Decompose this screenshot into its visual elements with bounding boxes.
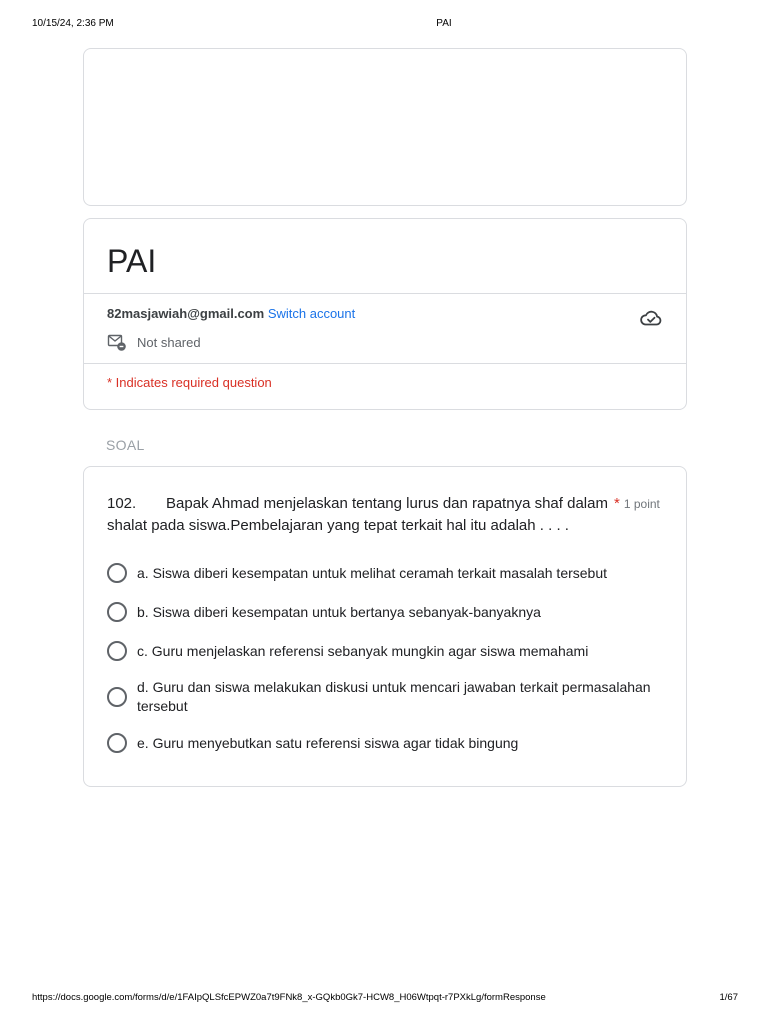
account-line [107, 306, 355, 322]
print-page-number: 1/67 [719, 992, 738, 1003]
section-title: SOAL [106, 437, 145, 453]
cloud-check-icon [639, 306, 663, 330]
question-text [107, 493, 617, 537]
not-shared-label: Not shared [137, 334, 201, 350]
form-header-banner [83, 48, 687, 206]
print-datetime: 10/15/24, 2:36 PM [32, 18, 114, 29]
option-c[interactable] [107, 641, 667, 661]
switch-account-link[interactable]: Switch account [267, 306, 356, 321]
option-label-e: e. Guru menyebutkan satu referensi siswa agar tidak bingung [137, 734, 519, 751]
option-b[interactable] [107, 602, 667, 622]
option-d[interactable] [107, 678, 667, 716]
print-header [0, 18, 768, 32]
radio-button-b[interactable] [107, 602, 127, 622]
option-label-c: c. Guru menjelaskan referensi sebanyak mungkin agar siswa memahami [137, 642, 589, 659]
required-asterisk: * [614, 495, 620, 512]
not-shared-row [107, 332, 201, 352]
radio-button-e[interactable] [107, 733, 127, 753]
question-body: Bapak Ahmad menjelaskan tentang lurus dan rapatnya shaf dalam shalat pada siswa.Pembelajaran yang tepat terkait hal itu adalah . . . . [107, 495, 608, 534]
option-label-d: d. Guru dan siswa melakukan diskusi untuk mencari jawaban terkait permasalahan tersebut [137, 679, 651, 714]
option-label-a: a. Siswa diberi kesempatan untuk melihat ceramah terkait masalah tersebut [137, 564, 608, 581]
radio-button-d[interactable] [107, 687, 127, 707]
option-a[interactable] [107, 563, 667, 583]
form-title-card [83, 218, 687, 410]
divider [84, 293, 686, 294]
form-title: PAI [107, 243, 157, 279]
mail-not-shared-icon [107, 332, 127, 352]
option-label-b: b. Siswa diberi kesempatan untuk bertanya sebanyak-banyaknya [137, 603, 541, 620]
question-points: 1 point [623, 497, 660, 511]
print-footer [0, 992, 768, 1006]
question-number: 102. [107, 495, 137, 512]
radio-button-c[interactable] [107, 641, 127, 661]
question-meta [614, 493, 660, 515]
question-card [83, 466, 687, 787]
required-question-note: * Indicates required question [107, 375, 272, 390]
print-url: https://docs.google.com/forms/d/e/1FAIpQLSfcEPWZ0a7t9FNk8_x-GQkb0Gk7-HCW8_H06Wtpqt-r7PXkLg/formResponse [32, 992, 546, 1003]
print-page-title: PAI [436, 18, 452, 29]
option-e[interactable] [107, 733, 667, 753]
account-email: 82masjawiah@gmail.com [107, 306, 265, 321]
radio-button-a[interactable] [107, 563, 127, 583]
divider [84, 363, 686, 364]
